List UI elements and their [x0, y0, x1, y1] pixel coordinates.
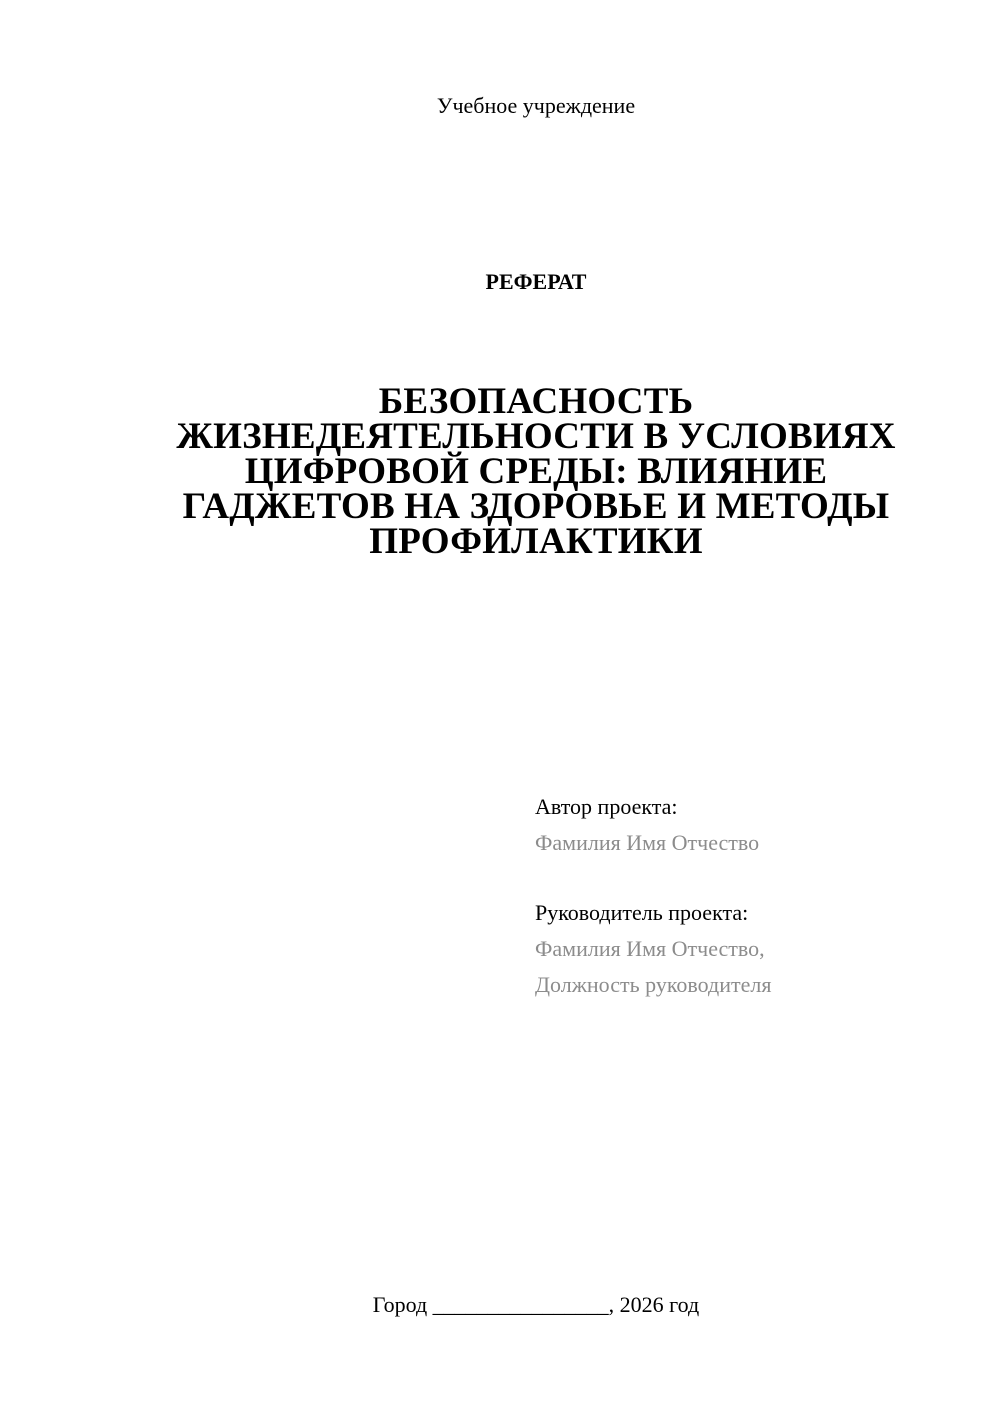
report-title-line: БЕЗОПАСНОСТЬ — [378, 381, 694, 422]
supervisor-name-placeholder: Фамилия Имя Отчество, — [535, 936, 765, 961]
report-title-line: ЖИЗНЕДЕЯТЕЛЬНОСТИ В УСЛОВИЯХ — [176, 416, 896, 457]
document-type: РЕФЕРАТ — [485, 269, 587, 294]
supervisor-label: Руководитель проекта: — [535, 900, 749, 925]
supervisor-position-placeholder: Должность руководителя — [535, 972, 772, 997]
institution-name: Учебное учреждение — [436, 93, 636, 118]
report-title-line: ЦИФРОВОЙ СРЕДЫ: ВЛИЯНИЕ — [244, 451, 828, 492]
report-title-line: ПРОФИЛАКТИКИ — [369, 521, 703, 562]
city-year-line: Город ________________, 2026 год — [372, 1292, 700, 1317]
report-title-line: ГАДЖЕТОВ НА ЗДОРОВЬЕ И МЕТОДЫ — [182, 486, 890, 527]
report-title — [120, 381, 952, 562]
credits-block — [535, 789, 955, 1003]
author-label: Автор проекта: — [535, 794, 678, 819]
credits-spacer — [535, 861, 955, 895]
author-name-placeholder: Фамилия Имя Отчество — [535, 830, 760, 855]
